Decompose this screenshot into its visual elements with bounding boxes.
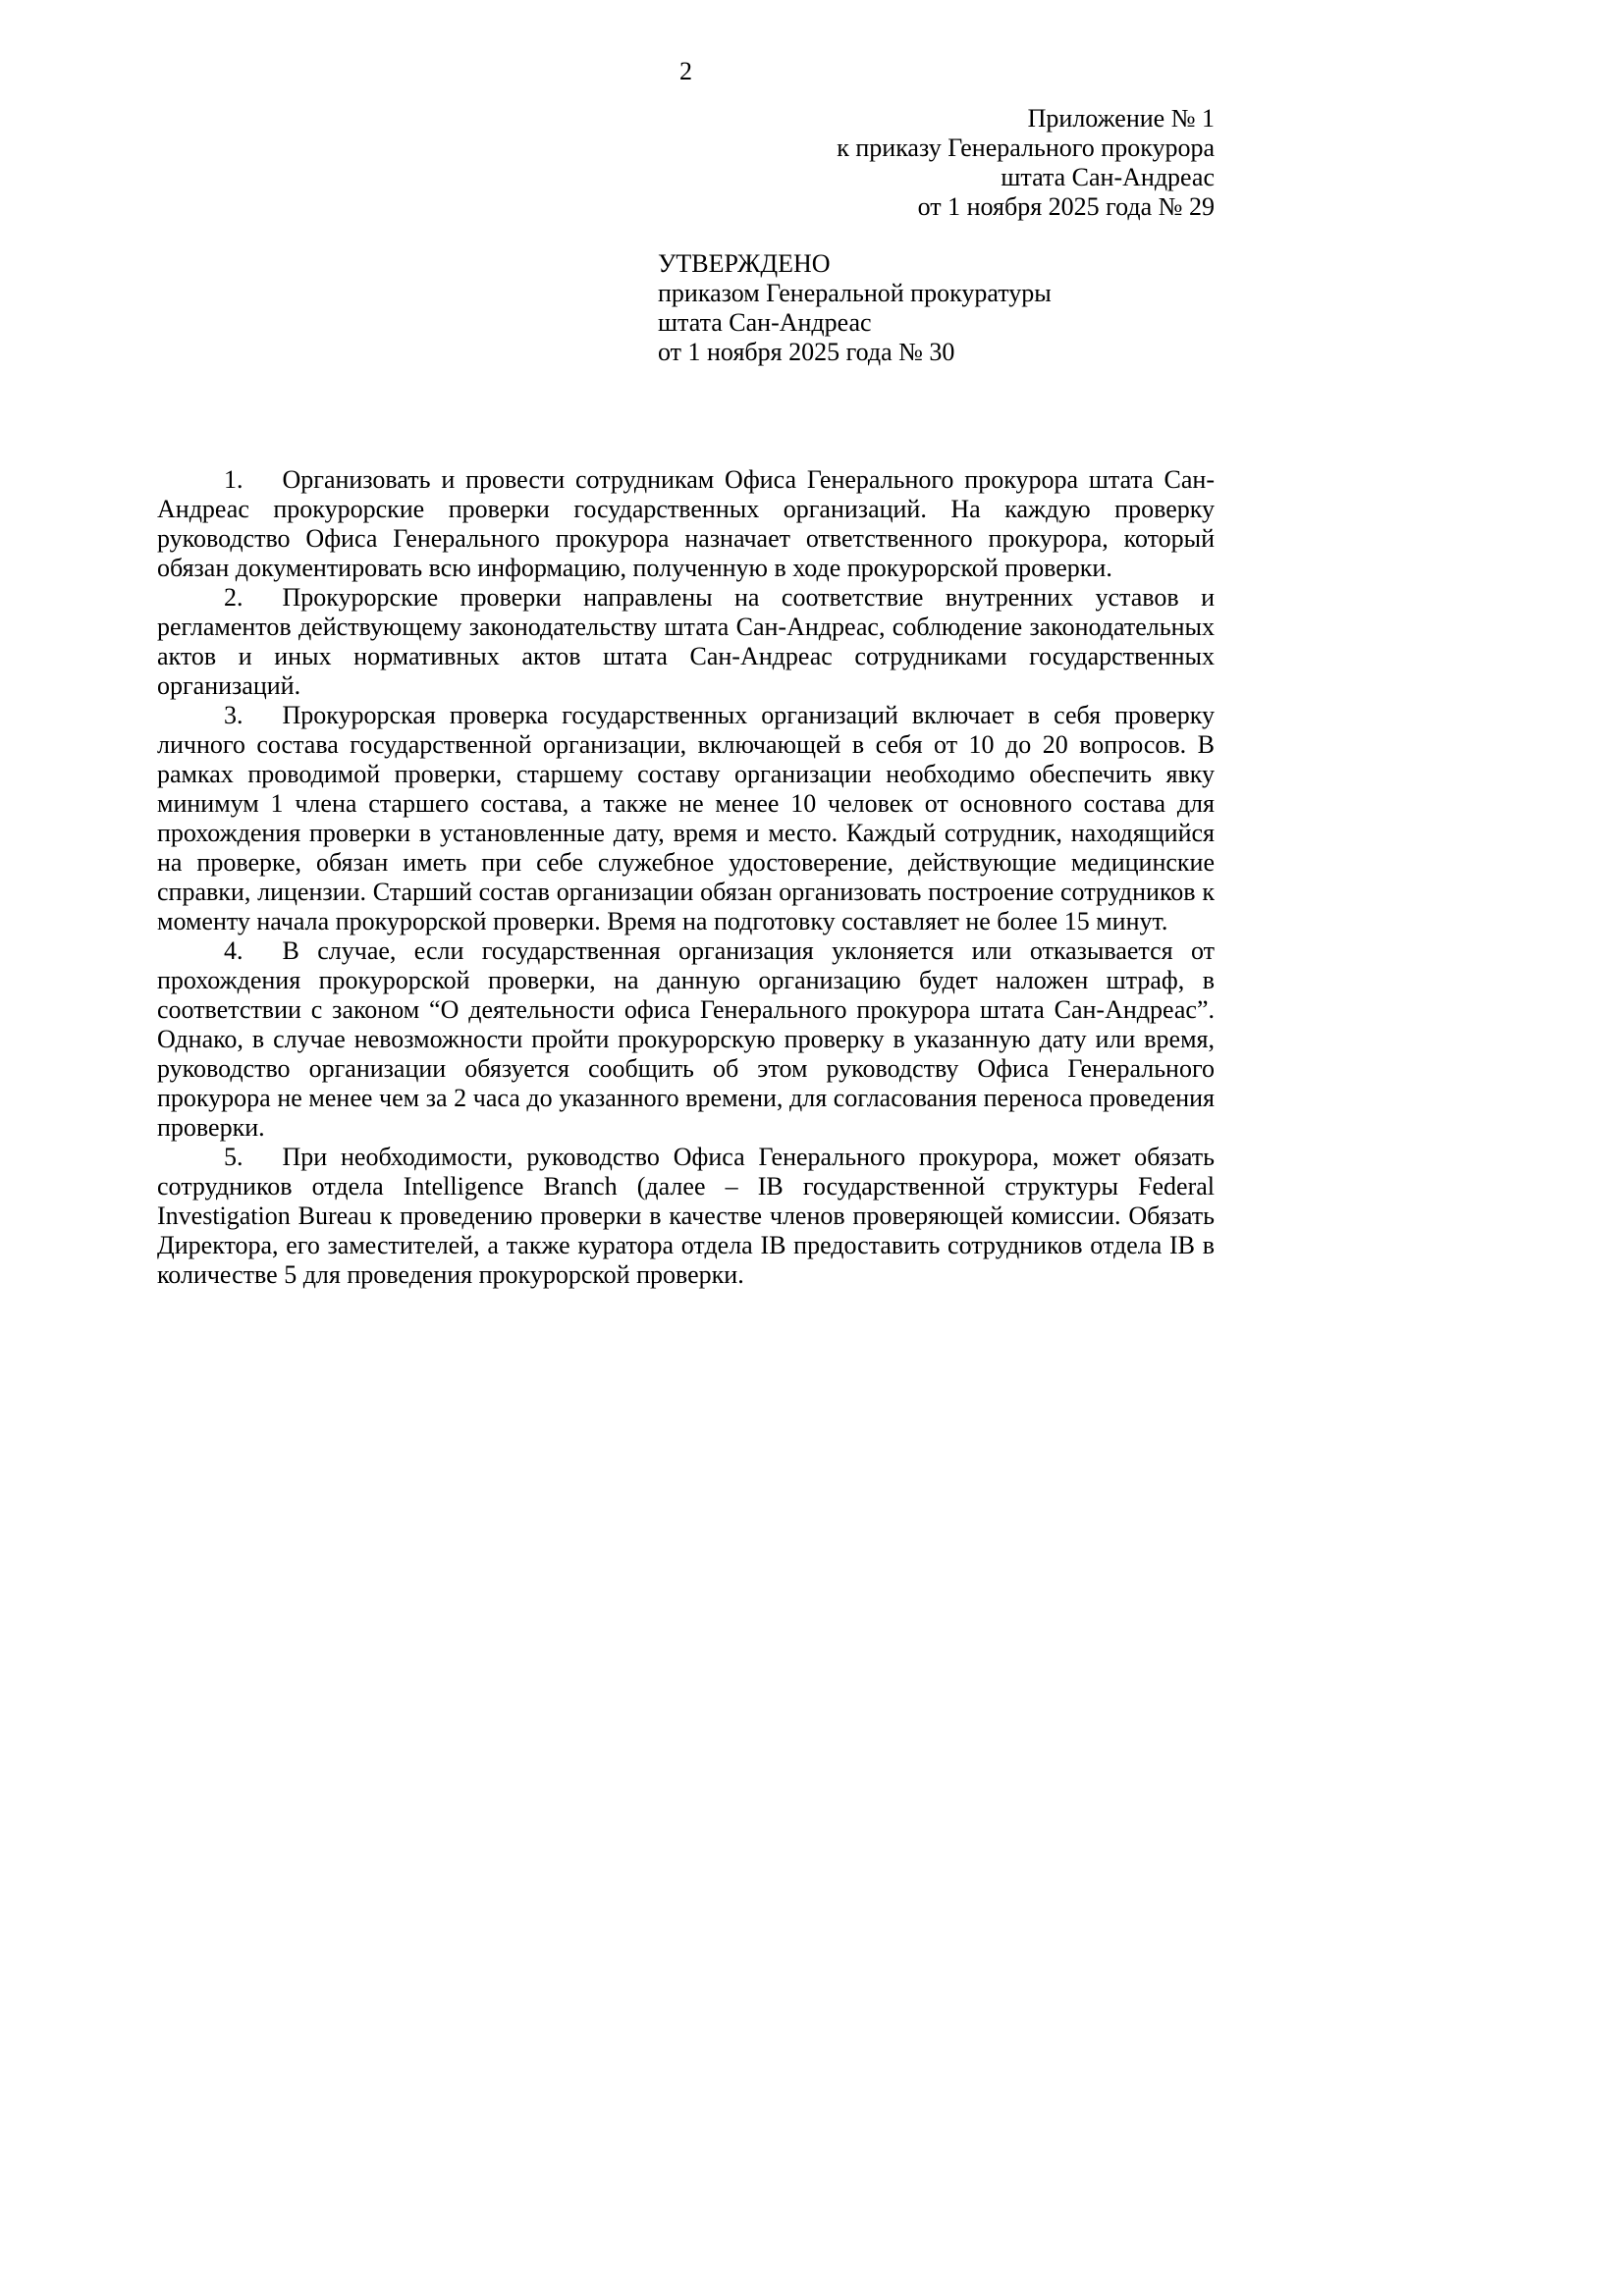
- paragraph-4-number: 4.: [224, 936, 244, 965]
- paragraph-2: [157, 583, 1215, 701]
- paragraph-2-text: Прокурорские проверки направлены на соответствие внутренних уставов и регламентов действующему законодательству штата Сан-Андреас, соблюдение законодательных актов и иных нормативных актов штата Сан-Андреас сотрудниками государственных организаций.: [157, 583, 1215, 700]
- paragraph-2-number: 2.: [224, 583, 244, 612]
- approval-line-3: штата Сан-Андреас: [658, 308, 872, 337]
- paragraph-4-text: В случае, если государственная организация уклоняется или отказывается от прохождения прокурорской проверки, на данную организацию будет наложен штраф, в соответствии с законом “О деятельности офиса Генерального прокурора штата Сан-Андреас”. Однако, в случае невозможности пройти прокурорскую проверку в указанную дату или время, руководство организации обязуется сообщить об этом руководству Офиса Генерального прокурора не менее чем за 2 часа до указанного времени, для согласования переноса проведения проверки.: [157, 936, 1215, 1142]
- paragraph-5-number: 5.: [224, 1143, 244, 1171]
- appendix-line-4: от 1 ноября 2025 года № 29: [917, 192, 1215, 221]
- paragraph-5-text: При необходимости, руководство Офиса Генерального прокурора, может обязать сотрудников отдела Intelligence Branch (далее – IB государственной структуры Federal Investigation Bureau к проведению проверки в качестве членов проверяющей комиссии. Обязать Директора, его заместителей, а также куратора отдела IB предоставить сотрудников отдела IB в количестве 5 для проведения прокурорской проверки.: [157, 1143, 1215, 1289]
- page-number: 2: [679, 57, 692, 85]
- paragraph-1-number: 1.: [224, 465, 244, 494]
- paragraph-3: [157, 701, 1215, 936]
- paragraph-5: [157, 1143, 1215, 1290]
- approval-block: [658, 249, 1215, 367]
- paragraph-1: [157, 465, 1215, 583]
- paragraph-3-number: 3.: [224, 701, 244, 729]
- document-body: [157, 465, 1215, 1290]
- approval-line-1: УТВЕРЖДЕНО: [658, 249, 831, 278]
- appendix-line-1: Приложение № 1: [1027, 104, 1215, 133]
- approval-line-4: от 1 ноября 2025 года № 30: [658, 338, 955, 366]
- approval-line-2: приказом Генеральной прокуратуры: [658, 279, 1052, 307]
- appendix-reference-block: [157, 104, 1215, 222]
- appendix-line-3: штата Сан-Андреас: [1001, 163, 1215, 191]
- paragraph-3-text: Прокурорская проверка государственных организаций включает в себя проверку личного состава государственной организации, включающей в себя от 10 до 20 вопросов. В рамках проводимой проверки, старшему составу организации необходимо обеспечить явку минимум 1 члена старшего состава, а также не менее 10 человек от основного состава для прохождения проверки в установленные дату, время и место. Каждый сотрудник, находящийся на проверке, обязан иметь при себе служебное удостоверение, действующие медицинские справки, лицензии. Старший состав организации обязан организовать построение сотрудников к моменту начала прокурорской проверки. Время на подготовку составляет не более 15 минут.: [157, 701, 1215, 935]
- paragraph-1-text: Организовать и провести сотрудникам Офиса Генерального прокурора штата Сан-Андреас прокурорские проверки государственных организаций. На каждую проверку руководство Офиса Генерального прокурора назначает ответственного прокурора, который обязан документировать всю информацию, полученную в ходе прокурорской проверки.: [157, 465, 1215, 582]
- appendix-line-2: к приказу Генерального прокурора: [837, 133, 1215, 162]
- paragraph-4: [157, 936, 1215, 1143]
